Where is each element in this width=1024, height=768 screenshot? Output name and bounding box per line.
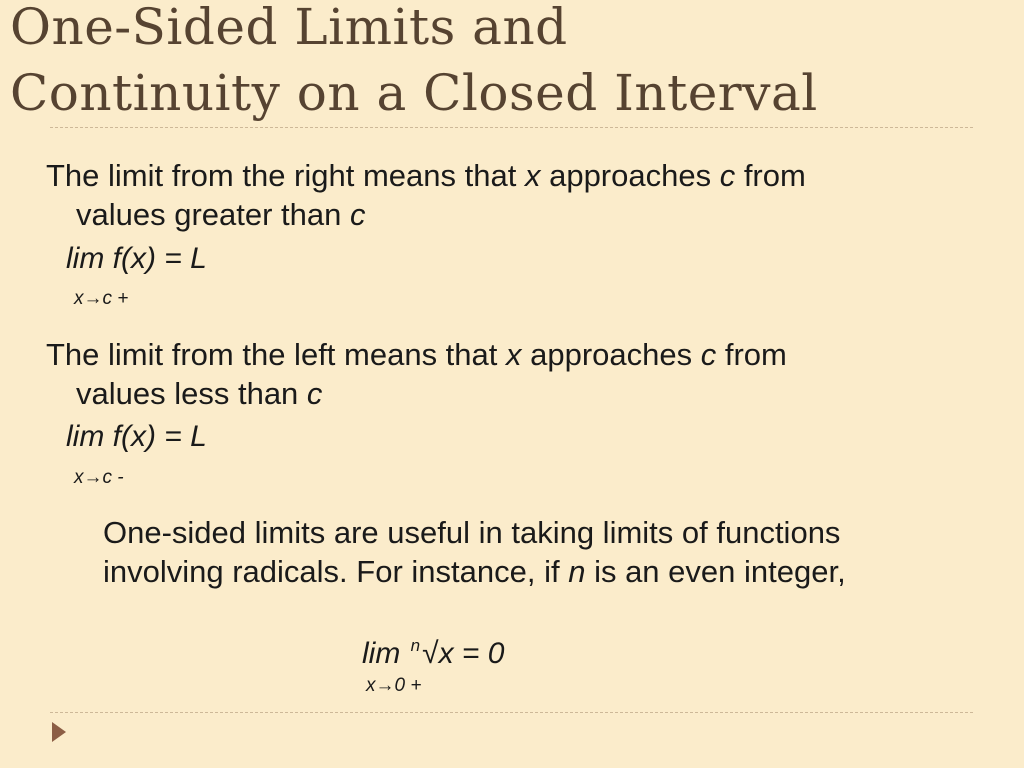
left-limit-text-2: approaches [521, 337, 701, 372]
radicals-line-2b: is an even integer, [585, 554, 846, 589]
left-limit-subscript: x→c - [74, 467, 124, 488]
right-limit-var-c: c [719, 158, 736, 193]
left-limit-formula: lim f(x) = L [66, 420, 207, 453]
top-divider [50, 127, 973, 128]
right-limit-paragraph [46, 156, 976, 234]
title-line-2: Continuity on a Closed Interval [10, 64, 818, 122]
radicals-var-n: n [568, 554, 586, 589]
radical-sign: √ [422, 637, 439, 670]
right-limit-subscript: x→c + [74, 288, 129, 309]
left-limit-var-c: c [700, 337, 717, 372]
radicals-paragraph [103, 513, 983, 591]
radical-index: n [410, 636, 421, 655]
left-limit-continuation [46, 374, 976, 413]
right-limit-text-3: from [735, 158, 806, 193]
radicals-line-1: One-sided limits are useful in taking limits of functions [103, 515, 841, 550]
radical-rest: x = 0 [438, 637, 505, 670]
right-limit-var-c2: c [350, 197, 366, 232]
radicals-line-2a: involving radicals. For instance, if [103, 554, 569, 589]
left-limit-text-4: values less than [76, 376, 307, 411]
right-limit-continuation [46, 195, 976, 234]
left-limit-paragraph [46, 335, 976, 413]
left-limit-text-1: The limit from the left means that [46, 337, 507, 372]
play-arrow-icon[interactable] [52, 722, 66, 742]
right-limit-formula: lim f(x) = L [66, 242, 207, 275]
title-line-1: One-Sided Limits and [10, 0, 568, 56]
bottom-divider [50, 712, 973, 713]
right-limit-text-4: values greater than [76, 197, 351, 232]
right-limit-text-1: The limit from the right means that [46, 158, 525, 193]
radical-limit-subscript: x→0 + [366, 675, 422, 696]
left-limit-text-3: from [716, 337, 787, 372]
left-limit-var-c2: c [306, 376, 323, 411]
radical-lim: lim [362, 637, 409, 670]
right-limit-var-x: x [524, 158, 541, 193]
right-limit-text-2: approaches [540, 158, 720, 193]
left-limit-var-x: x [506, 337, 522, 372]
radical-limit-formula [362, 636, 504, 671]
slide-title [10, 0, 1010, 126]
